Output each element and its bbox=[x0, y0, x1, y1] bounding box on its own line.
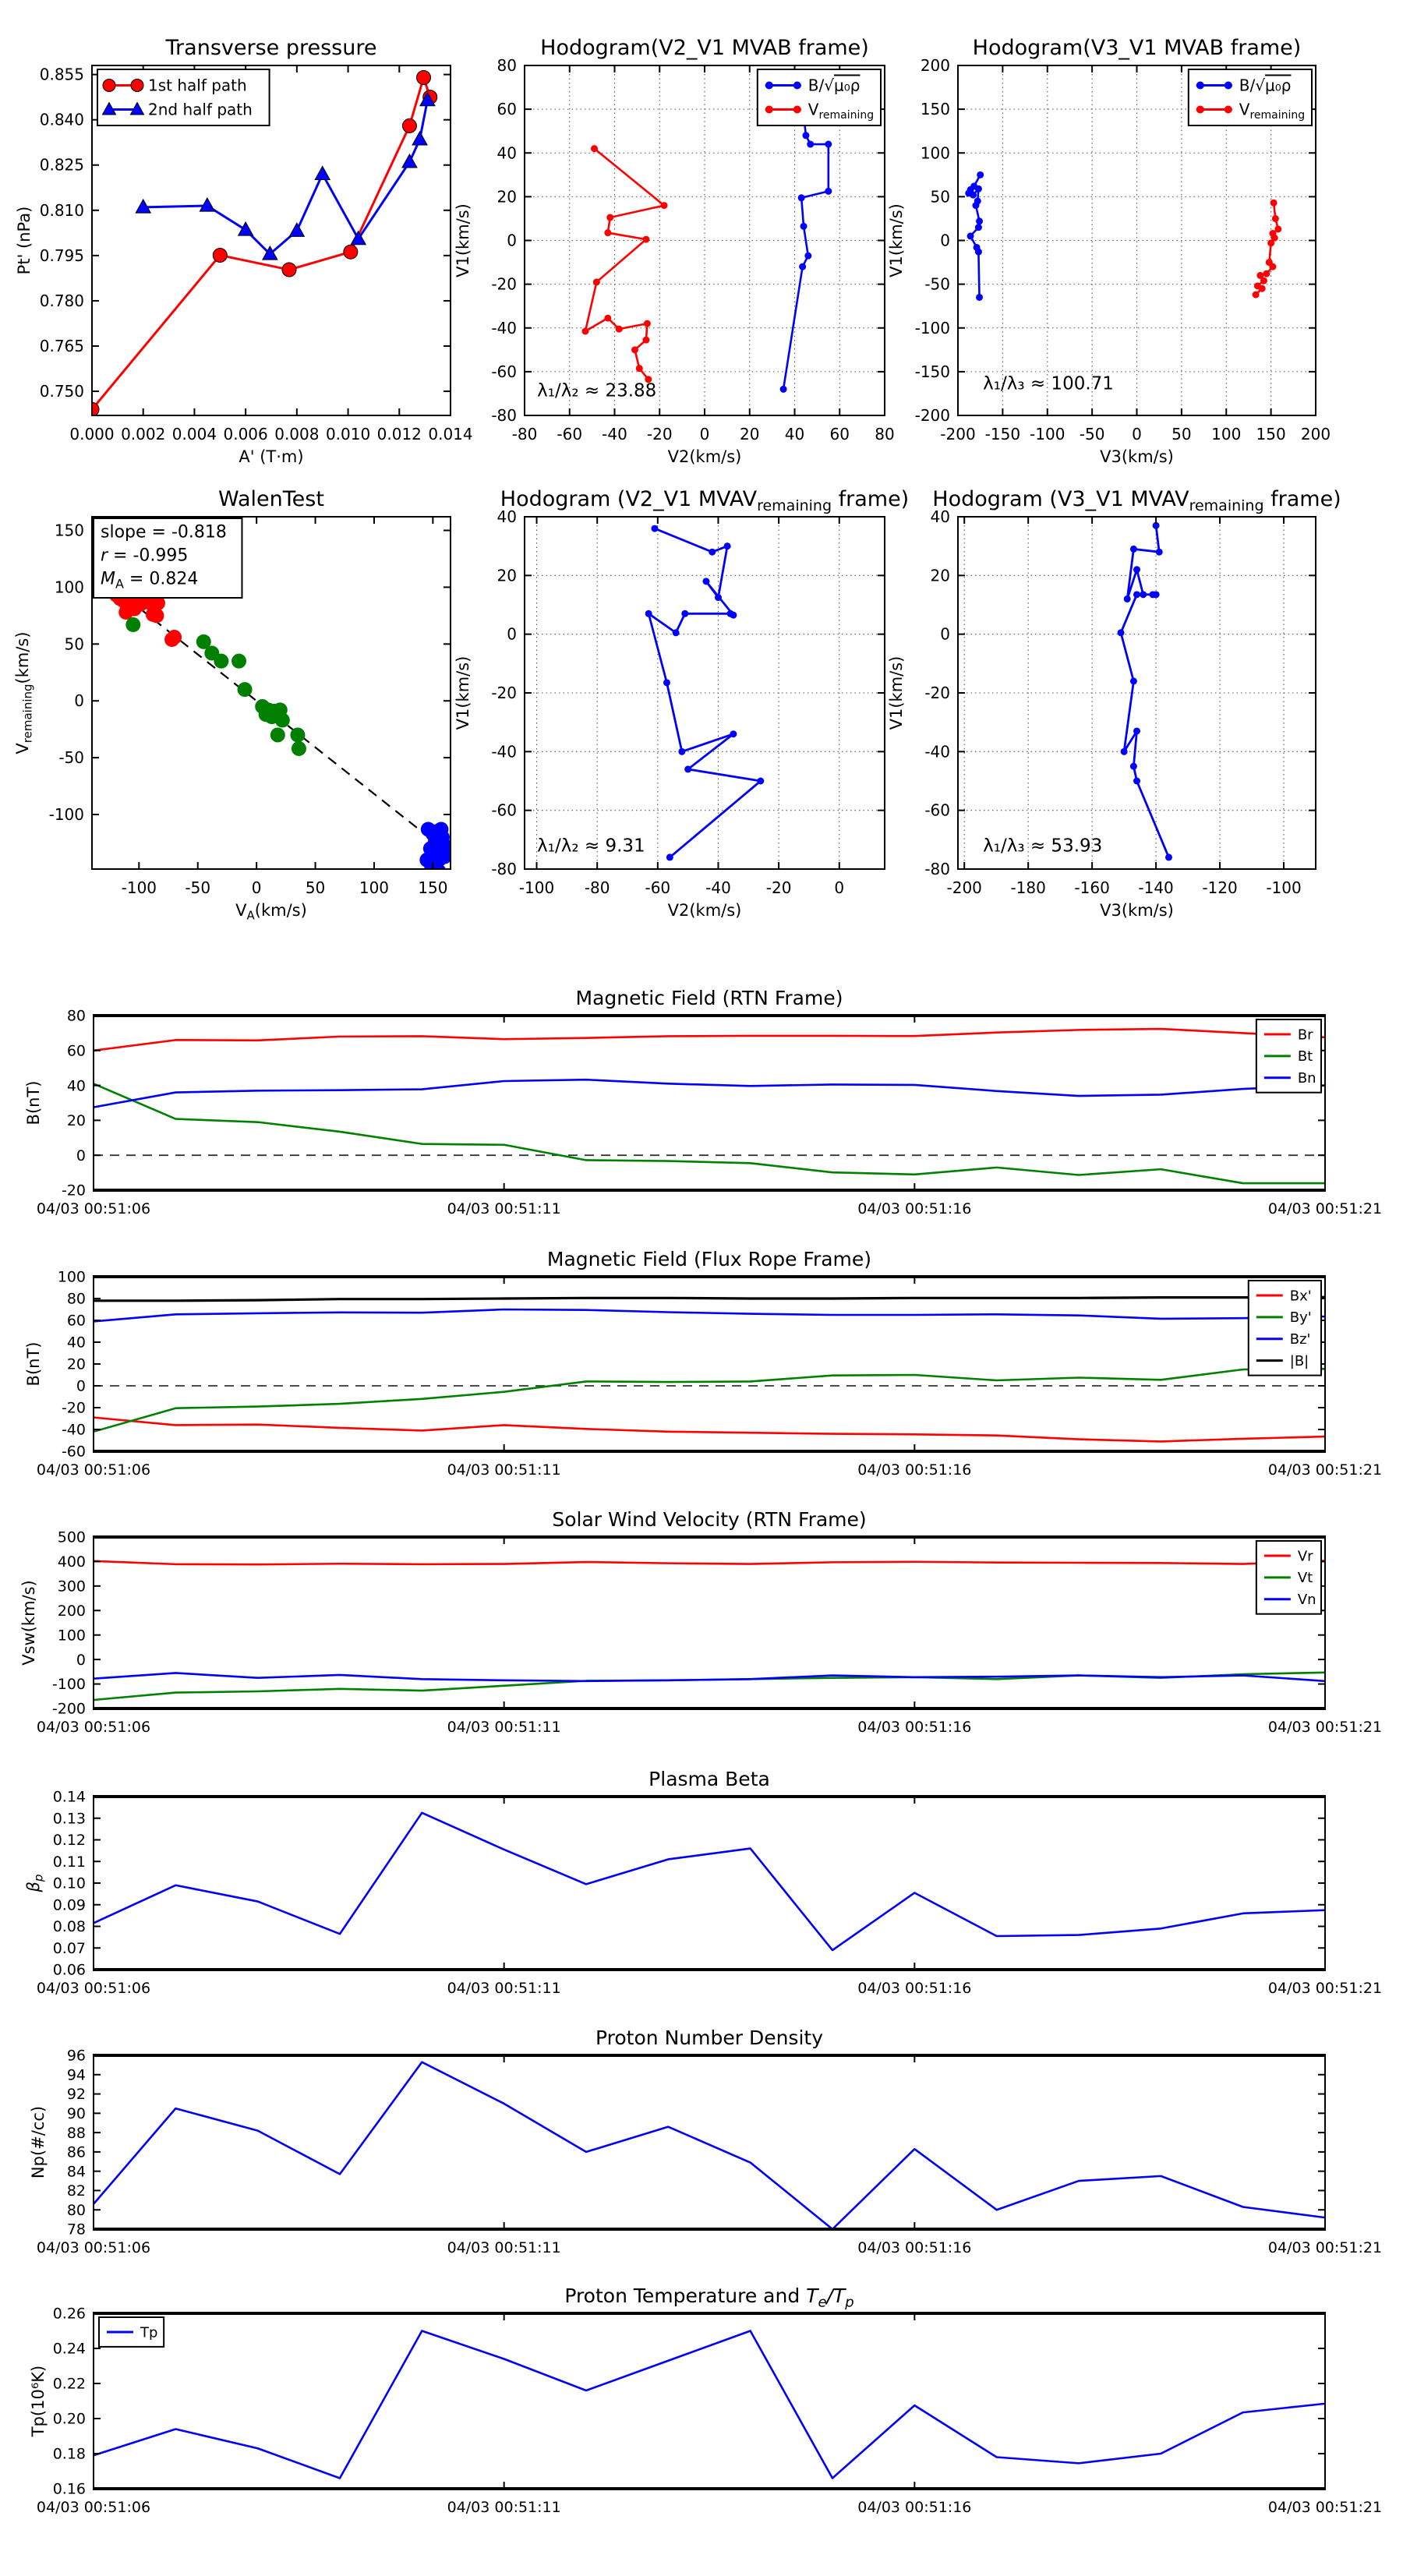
svg-text:04/03 00:51:11: 04/03 00:51:11 bbox=[447, 1719, 561, 1736]
svg-text:84: 84 bbox=[66, 2163, 86, 2181]
svg-text:150: 150 bbox=[1256, 425, 1286, 443]
svg-text:0.13: 0.13 bbox=[52, 1810, 86, 1828]
axes-frame bbox=[93, 2313, 1326, 2489]
series-v-remaining bbox=[581, 145, 667, 383]
svg-text:0.20: 0.20 bbox=[52, 2410, 86, 2428]
svg-text:-40: -40 bbox=[924, 742, 950, 761]
svg-text:60: 60 bbox=[66, 1312, 86, 1330]
svg-text:0: 0 bbox=[76, 1377, 86, 1395]
svg-text:0.18: 0.18 bbox=[52, 2445, 86, 2463]
series-beta-p bbox=[94, 1813, 1325, 1950]
svg-text:-80: -80 bbox=[491, 406, 517, 425]
transverse-pressure-plot bbox=[15, 36, 473, 466]
svg-text:100: 100 bbox=[920, 143, 950, 163]
legend bbox=[99, 2317, 164, 2347]
tick-labels bbox=[37, 1008, 1382, 1217]
series-v-remaining bbox=[1253, 200, 1282, 299]
svg-text:-20: -20 bbox=[491, 684, 517, 702]
svg-text:0: 0 bbox=[76, 1651, 86, 1669]
svg-text:0.24: 0.24 bbox=[52, 2340, 86, 2358]
svg-text:40: 40 bbox=[497, 507, 517, 526]
svg-text:50: 50 bbox=[64, 634, 84, 654]
svg-text:0.07: 0.07 bbox=[52, 1939, 86, 1957]
svg-text:-50: -50 bbox=[58, 748, 84, 768]
svg-text:04/03 00:51:16: 04/03 00:51:16 bbox=[857, 1200, 972, 1217]
svg-text:100: 100 bbox=[57, 1627, 86, 1645]
svg-text:100: 100 bbox=[57, 1268, 86, 1286]
svg-text:0: 0 bbox=[251, 878, 262, 897]
magnetic-field-flux-rope-plot bbox=[24, 1248, 1382, 1479]
svg-text:Vr: Vr bbox=[1297, 1548, 1313, 1565]
svg-text:0.12: 0.12 bbox=[52, 1832, 86, 1850]
series-Vr bbox=[94, 1560, 1325, 1564]
svg-text:50: 50 bbox=[305, 878, 326, 897]
svg-text:60: 60 bbox=[66, 1042, 86, 1060]
svg-text:90: 90 bbox=[66, 2104, 86, 2122]
svg-text:Magnetic Field (Flux Rope Fram: Magnetic Field (Flux Rope Frame) bbox=[546, 1248, 872, 1270]
svg-text:100: 100 bbox=[54, 578, 84, 597]
svg-text:-40: -40 bbox=[491, 318, 517, 337]
svg-text:-150: -150 bbox=[984, 425, 1021, 443]
svg-text:Transverse pressure: Transverse pressure bbox=[165, 36, 377, 60]
svg-text:04/03 00:51:06: 04/03 00:51:06 bbox=[36, 1719, 151, 1736]
svg-text:04/03 00:51:06: 04/03 00:51:06 bbox=[36, 1461, 151, 1479]
svg-text:500: 500 bbox=[57, 1528, 86, 1546]
svg-text:04/03 00:51:21: 04/03 00:51:21 bbox=[1267, 1980, 1383, 1997]
svg-text:04/03 00:51:11: 04/03 00:51:11 bbox=[447, 1980, 561, 1997]
svg-text:Magnetic Field (RTN Frame): Magnetic Field (RTN Frame) bbox=[575, 987, 843, 1009]
svg-text:-40: -40 bbox=[705, 878, 731, 897]
svg-text:04/03 00:51:16: 04/03 00:51:16 bbox=[857, 1461, 972, 1479]
tick-labels bbox=[37, 2048, 1382, 2256]
svg-text:04/03 00:51:21: 04/03 00:51:21 bbox=[1267, 1461, 1383, 1479]
svg-text:150: 150 bbox=[54, 521, 84, 540]
svg-text:-60: -60 bbox=[491, 800, 517, 820]
svg-text:0.10: 0.10 bbox=[52, 1875, 86, 1892]
svg-text:Plasma Beta: Plasma Beta bbox=[648, 1768, 770, 1790]
svg-text:0.795: 0.795 bbox=[39, 246, 84, 265]
series-Bz-prime bbox=[94, 1309, 1325, 1321]
svg-text:λ₁/λ₃ ≈ 53.93: λ₁/λ₃ ≈ 53.93 bbox=[983, 836, 1103, 857]
svg-text:0: 0 bbox=[507, 624, 517, 644]
svg-text:-40: -40 bbox=[61, 1421, 86, 1439]
svg-text:Vn: Vn bbox=[1297, 1592, 1316, 1609]
svg-text:0.11: 0.11 bbox=[52, 1853, 86, 1871]
svg-text:0.000: 0.000 bbox=[69, 425, 115, 443]
axes-frame bbox=[93, 1796, 1326, 1970]
svg-text:B(nT): B(nT) bbox=[24, 1341, 43, 1387]
svg-text:0: 0 bbox=[940, 624, 950, 644]
svg-text:Tp: Tp bbox=[140, 2324, 158, 2341]
svg-text:-60: -60 bbox=[557, 425, 583, 443]
svg-text:150: 150 bbox=[920, 100, 950, 119]
svg-text:0: 0 bbox=[74, 691, 84, 711]
svg-text:50: 50 bbox=[1172, 425, 1192, 443]
svg-text:100: 100 bbox=[1211, 425, 1242, 443]
svg-text:-200: -200 bbox=[946, 878, 982, 897]
svg-text:-100: -100 bbox=[518, 878, 555, 897]
svg-text:-40: -40 bbox=[602, 425, 627, 443]
svg-text:04/03 00:51:21: 04/03 00:51:21 bbox=[1267, 2499, 1383, 2516]
svg-text:200: 200 bbox=[1300, 425, 1331, 443]
svg-text:-60: -60 bbox=[645, 878, 671, 897]
series-B-magnitude bbox=[94, 1297, 1325, 1301]
svg-text:40: 40 bbox=[930, 507, 950, 526]
svg-text:04/03 00:51:16: 04/03 00:51:16 bbox=[857, 1719, 972, 1736]
svg-text:MA = 0.824: $M_A = 0.824$ bbox=[101, 569, 199, 592]
svg-text:0.002: 0.002 bbox=[121, 425, 166, 443]
svg-text:0: 0 bbox=[507, 231, 517, 250]
svg-text:λ₁/λ₂ ≈ 9.31: λ₁/λ₂ ≈ 9.31 bbox=[537, 836, 645, 857]
svg-text:20: 20 bbox=[497, 566, 517, 585]
svg-text:0.22: 0.22 bbox=[52, 2375, 86, 2393]
axes-frame bbox=[93, 1015, 1326, 1191]
svg-text:-50: -50 bbox=[1079, 425, 1105, 443]
svg-text:-60: -60 bbox=[61, 1443, 86, 1461]
svg-text:WalenTest: WalenTest bbox=[218, 487, 324, 511]
svg-text:-100: -100 bbox=[1266, 878, 1302, 897]
legend bbox=[1256, 1541, 1321, 1614]
legend bbox=[97, 69, 270, 125]
svg-text:-100: -100 bbox=[48, 805, 84, 825]
svg-text:βp: $\beta_p$ bbox=[24, 1874, 46, 1892]
svg-text:0: 0 bbox=[834, 878, 845, 897]
tick-labels bbox=[37, 2306, 1382, 2516]
svg-text:0.010: 0.010 bbox=[325, 425, 371, 443]
svg-text:150: 150 bbox=[418, 878, 448, 897]
svg-text:0: 0 bbox=[699, 425, 710, 443]
svg-text:Vremaining: $V_{remaining}$ bbox=[808, 100, 875, 122]
svg-text:Hodogram(V2_V1 MVAB frame): Hodogram(V2_V1 MVAB frame) bbox=[540, 36, 869, 60]
tick-labels bbox=[37, 1789, 1382, 1997]
svg-text:-80: -80 bbox=[584, 878, 610, 897]
svg-text:80: 80 bbox=[66, 2201, 86, 2219]
svg-text:-20: -20 bbox=[765, 878, 792, 897]
svg-text:50: 50 bbox=[930, 187, 950, 207]
svg-text:-20: -20 bbox=[61, 1182, 86, 1200]
svg-text:-120: -120 bbox=[1202, 878, 1238, 897]
svg-text:Tp(10⁶K): Tp(10⁶K) bbox=[29, 2365, 48, 2437]
svg-text:-20: -20 bbox=[646, 425, 673, 443]
svg-text:04/03 00:51:11: 04/03 00:51:11 bbox=[447, 2499, 561, 2516]
svg-text:-200: -200 bbox=[914, 406, 950, 425]
svg-text:V3(km/s): V3(km/s) bbox=[1100, 447, 1174, 466]
magnetic-field-rtn-plot bbox=[24, 987, 1382, 1217]
svg-text:B/√μ₀ρ: B/√μ₀ρ bbox=[1239, 76, 1292, 95]
svg-text:0.840: 0.840 bbox=[39, 110, 84, 129]
svg-text:400: 400 bbox=[57, 1553, 86, 1571]
svg-text:-150: -150 bbox=[914, 362, 950, 381]
series-Bt bbox=[94, 1083, 1325, 1183]
hodogram-v2v1-mvab-plot bbox=[454, 36, 895, 466]
series-last-interval-points bbox=[419, 822, 453, 878]
svg-text:300: 300 bbox=[57, 1578, 86, 1595]
svg-text:V1(km/s): V1(km/s) bbox=[887, 203, 906, 277]
walen-test-plot bbox=[13, 487, 453, 923]
svg-text:V1(km/s): V1(km/s) bbox=[454, 203, 472, 277]
svg-text:-20: -20 bbox=[491, 274, 517, 294]
svg-text:2nd half path: 2nd half path bbox=[148, 100, 253, 119]
tick-labels bbox=[924, 507, 1301, 897]
svg-text:78: 78 bbox=[66, 2221, 86, 2239]
svg-text:04/03 00:51:11: 04/03 00:51:11 bbox=[447, 1200, 561, 1217]
svg-text:Np(#/cc): Np(#/cc) bbox=[29, 2105, 48, 2179]
svg-text:0.08: 0.08 bbox=[52, 1918, 86, 1936]
series-b-alfven-units bbox=[766, 90, 832, 393]
svg-text:04/03 00:51:06: 04/03 00:51:06 bbox=[36, 2239, 151, 2256]
svg-text:04/03 00:51:11: 04/03 00:51:11 bbox=[447, 2239, 561, 2256]
svg-text:04/03 00:51:06: 04/03 00:51:06 bbox=[36, 1200, 151, 1217]
svg-text:Br: Br bbox=[1297, 1027, 1313, 1044]
svg-text:Bz': Bz' bbox=[1289, 1331, 1311, 1348]
svg-text:V1(km/s): V1(km/s) bbox=[454, 655, 472, 730]
svg-text:Hodogram(V3_V1 MVAB frame): Hodogram(V3_V1 MVAB frame) bbox=[972, 36, 1302, 60]
svg-text:V3(km/s): V3(km/s) bbox=[1100, 901, 1174, 920]
svg-text:40: 40 bbox=[66, 1077, 86, 1095]
svg-text:-160: -160 bbox=[1074, 878, 1110, 897]
svg-text:20: 20 bbox=[66, 1355, 86, 1373]
svg-text:0.750: 0.750 bbox=[39, 382, 84, 401]
svg-text:-50: -50 bbox=[924, 274, 950, 294]
series-Bn bbox=[94, 1080, 1325, 1107]
svg-text:200: 200 bbox=[920, 56, 950, 75]
svg-text:-60: -60 bbox=[924, 800, 950, 820]
svg-text:slope = -0.818: slope = -0.818 bbox=[101, 522, 227, 542]
hodogram-v3v1-mvab-plot bbox=[887, 36, 1331, 466]
svg-text:04/03 00:51:16: 04/03 00:51:16 bbox=[857, 1980, 972, 1997]
svg-text:-100: -100 bbox=[51, 1676, 86, 1694]
svg-text:04/03 00:51:06: 04/03 00:51:06 bbox=[36, 1980, 151, 1997]
hodogram-v2v1-mvav-plot bbox=[454, 487, 909, 920]
svg-text:40: 40 bbox=[497, 143, 517, 163]
svg-text:Pt' (nPa): Pt' (nPa) bbox=[15, 206, 34, 275]
svg-text:80: 80 bbox=[497, 56, 517, 75]
svg-text:-80: -80 bbox=[924, 860, 950, 878]
hodogram-v3v1-mvav-plot bbox=[887, 487, 1341, 920]
svg-text:04/03 00:51:16: 04/03 00:51:16 bbox=[857, 2499, 972, 2516]
svg-text:60: 60 bbox=[497, 100, 517, 119]
series-By-prime bbox=[94, 1369, 1325, 1432]
svg-text:0.006: 0.006 bbox=[223, 425, 268, 443]
series-Tp bbox=[94, 2331, 1325, 2479]
series-Bx-prime bbox=[94, 1418, 1325, 1442]
svg-text:0.780: 0.780 bbox=[39, 291, 84, 310]
svg-text:By': By' bbox=[1289, 1309, 1312, 1327]
svg-text:86: 86 bbox=[66, 2143, 86, 2161]
svg-text:Bx': Bx' bbox=[1289, 1288, 1312, 1305]
svg-text:B/√μ₀ρ: B/√μ₀ρ bbox=[808, 76, 861, 95]
legend bbox=[1256, 1019, 1321, 1093]
svg-text:Vsw(km/s): Vsw(km/s) bbox=[19, 1580, 38, 1666]
svg-text:A' (T·m): A' (T·m) bbox=[239, 447, 304, 466]
svg-text:0.855: 0.855 bbox=[39, 65, 84, 84]
svg-text:Proton Temperature and Te/Tp: Proton Temperature and $T_e/T_p$ bbox=[564, 2284, 854, 2311]
svg-text:VA(km/s): $V_A(km/s)$ bbox=[235, 901, 307, 923]
svg-text:20: 20 bbox=[930, 566, 950, 585]
svg-text:Vremaining: $V_{remaining}$ bbox=[1239, 100, 1306, 122]
svg-text:20: 20 bbox=[66, 1112, 86, 1130]
svg-text:0.810: 0.810 bbox=[39, 200, 84, 220]
svg-text:82: 82 bbox=[66, 2182, 86, 2200]
svg-text:80: 80 bbox=[66, 1007, 86, 1025]
svg-text:Vt: Vt bbox=[1297, 1570, 1313, 1587]
svg-text:0: 0 bbox=[1132, 425, 1142, 443]
legend bbox=[1189, 69, 1312, 125]
svg-text:80: 80 bbox=[875, 425, 895, 443]
svg-text:20: 20 bbox=[497, 187, 517, 207]
series-middle-interval-points bbox=[125, 617, 306, 756]
svg-text:0.014: 0.014 bbox=[428, 425, 473, 443]
svg-text:96: 96 bbox=[66, 2047, 86, 2065]
svg-text:0.004: 0.004 bbox=[171, 425, 217, 443]
svg-text:-100: -100 bbox=[914, 318, 950, 337]
svg-text:0.008: 0.008 bbox=[274, 425, 320, 443]
svg-text:V1(km/s): V1(km/s) bbox=[887, 655, 906, 730]
legend bbox=[758, 69, 881, 125]
svg-text:Bn: Bn bbox=[1297, 1070, 1316, 1087]
stats-box bbox=[94, 518, 242, 598]
proton-number-density-plot bbox=[29, 2027, 1382, 2256]
svg-text:V2(km/s): V2(km/s) bbox=[667, 447, 742, 466]
svg-text:100: 100 bbox=[359, 878, 390, 897]
svg-text:0.09: 0.09 bbox=[52, 1896, 86, 1914]
legend bbox=[1249, 1281, 1321, 1376]
series-b-alfven-units bbox=[965, 171, 984, 301]
svg-text:-140: -140 bbox=[1138, 878, 1174, 897]
svg-text:0.012: 0.012 bbox=[376, 425, 422, 443]
svg-text:0.14: 0.14 bbox=[52, 1788, 86, 1806]
svg-text:0.26: 0.26 bbox=[52, 2305, 86, 2323]
svg-text:40: 40 bbox=[66, 1334, 86, 1352]
svg-text:-180: -180 bbox=[1010, 878, 1046, 897]
svg-text:-60: -60 bbox=[491, 362, 517, 381]
svg-text:04/03 00:51:11: 04/03 00:51:11 bbox=[447, 1461, 561, 1479]
svg-text:0: 0 bbox=[76, 1147, 86, 1164]
svg-text:-80: -80 bbox=[491, 860, 517, 878]
svg-text:-40: -40 bbox=[491, 742, 517, 761]
proton-temperature-plot bbox=[29, 2284, 1382, 2516]
svg-text:60: 60 bbox=[829, 425, 850, 443]
svg-text:04/03 00:51:06: 04/03 00:51:06 bbox=[36, 2499, 151, 2516]
svg-text:Solar Wind Velocity (RTN Frame: Solar Wind Velocity (RTN Frame) bbox=[552, 1508, 867, 1531]
svg-text:|B|: |B| bbox=[1289, 1352, 1309, 1369]
svg-text:0: 0 bbox=[940, 231, 950, 250]
svg-text:-100: -100 bbox=[1030, 425, 1066, 443]
svg-text:-100: -100 bbox=[121, 878, 157, 897]
series-Np bbox=[94, 2062, 1325, 2229]
svg-text:04/03 00:51:21: 04/03 00:51:21 bbox=[1267, 2239, 1383, 2256]
svg-text:1st half path: 1st half path bbox=[148, 76, 247, 95]
svg-text:Proton Number Density: Proton Number Density bbox=[595, 2027, 823, 2049]
svg-text:r = -0.995: r = -0.995 bbox=[101, 546, 189, 566]
svg-text:40: 40 bbox=[784, 425, 805, 443]
svg-text:94: 94 bbox=[66, 2066, 86, 2084]
solar-wind-velocity-rtn-plot bbox=[19, 1508, 1382, 1736]
svg-text:80: 80 bbox=[66, 1290, 86, 1308]
svg-text:0.16: 0.16 bbox=[52, 2480, 86, 2498]
svg-text:0.825: 0.825 bbox=[39, 155, 84, 175]
svg-text:-200: -200 bbox=[51, 1700, 86, 1718]
svg-text:04/03 00:51:21: 04/03 00:51:21 bbox=[1267, 1719, 1383, 1736]
svg-text:-50: -50 bbox=[185, 878, 211, 897]
svg-text:-20: -20 bbox=[61, 1399, 86, 1417]
svg-text:92: 92 bbox=[66, 2086, 86, 2104]
svg-text:88: 88 bbox=[66, 2124, 86, 2142]
svg-text:04/03 00:51:21: 04/03 00:51:21 bbox=[1267, 1200, 1383, 1217]
svg-text:Bt: Bt bbox=[1297, 1048, 1313, 1065]
svg-text:Hodogram (V3_V1 MVAVremaining: Hodogram (V3_V1 $MVAV_{remaining}$ frame) bbox=[932, 487, 1341, 514]
svg-text:-80: -80 bbox=[511, 425, 538, 443]
svg-text:Vremaining(km/s): $V_{remaining}(km/s)$ bbox=[13, 631, 35, 754]
svg-text:20: 20 bbox=[740, 425, 760, 443]
series-Br bbox=[94, 1029, 1325, 1051]
svg-text:λ₁/λ₃ ≈ 100.71: λ₁/λ₃ ≈ 100.71 bbox=[983, 373, 1114, 394]
svg-text:0.06: 0.06 bbox=[52, 1961, 86, 1979]
grid-lines bbox=[525, 517, 885, 869]
svg-text:-200: -200 bbox=[940, 425, 976, 443]
plasma-beta-plot bbox=[24, 1768, 1382, 1997]
svg-text:V2(km/s): V2(km/s) bbox=[667, 901, 742, 920]
tick-labels bbox=[37, 1529, 1382, 1736]
svg-text:200: 200 bbox=[57, 1602, 86, 1620]
svg-text:04/03 00:51:16: 04/03 00:51:16 bbox=[857, 2239, 972, 2256]
svg-text:B(nT): B(nT) bbox=[24, 1080, 43, 1125]
svg-text:λ₁/λ₂ ≈ 23.88: λ₁/λ₂ ≈ 23.88 bbox=[537, 380, 657, 401]
svg-text:-20: -20 bbox=[924, 684, 950, 702]
svg-text:Hodogram (V2_V1 MVAVremaining: Hodogram (V2_V1 $MVAV_{remaining}$ frame) bbox=[500, 487, 910, 514]
svg-text:0.765: 0.765 bbox=[39, 336, 84, 355]
series-Vn bbox=[94, 1673, 1325, 1680]
